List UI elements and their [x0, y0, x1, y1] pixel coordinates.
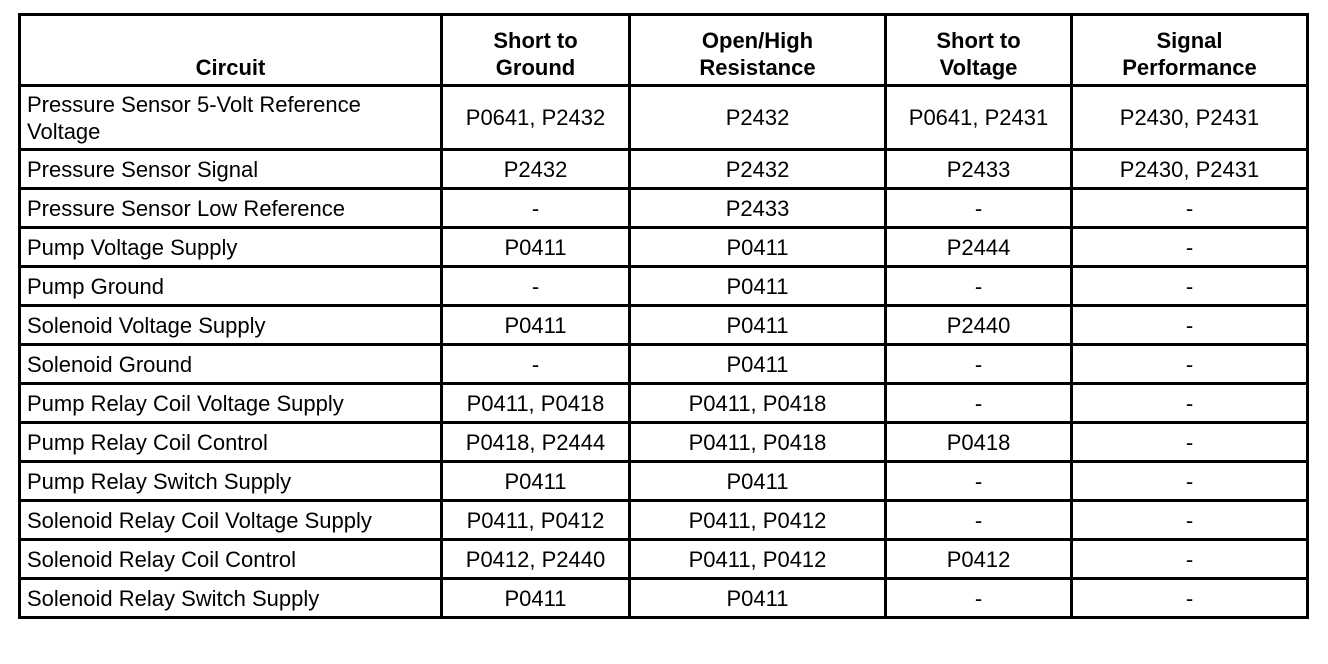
header-short-to-ground-line-2: Ground: [495, 55, 576, 80]
header-short-to-voltage: [886, 15, 1072, 86]
signal-performance-cell: -: [1072, 579, 1308, 618]
header-short-to-voltage-line-1: Short to: [936, 28, 1021, 53]
short-to-ground-cell: -: [442, 189, 630, 228]
short-to-voltage-cell: P0412: [886, 540, 1072, 579]
table-row: [20, 150, 1308, 189]
short-to-ground-cell: P0411: [442, 462, 630, 501]
circuit-cell: Pump Relay Switch Supply: [20, 462, 442, 501]
header-circuit-label: Circuit: [195, 55, 266, 80]
open-high-resistance-cell: P0411: [630, 345, 886, 384]
table-row: [20, 384, 1308, 423]
header-circuit: [20, 15, 442, 86]
short-to-ground-cell: P0412, P2440: [442, 540, 630, 579]
table-row: [20, 189, 1308, 228]
circuit-cell: Pump Relay Coil Voltage Supply: [20, 384, 442, 423]
signal-performance-cell: P2430, P2431: [1072, 150, 1308, 189]
short-to-ground-cell: P0418, P2444: [442, 423, 630, 462]
open-high-resistance-cell: P0411: [630, 267, 886, 306]
circuit-cell: Solenoid Relay Switch Supply: [20, 579, 442, 618]
circuit-cell: Solenoid Voltage Supply: [20, 306, 442, 345]
open-high-resistance-cell: P2433: [630, 189, 886, 228]
open-high-resistance-cell: P0411: [630, 462, 886, 501]
circuit-cell: Solenoid Relay Coil Voltage Supply: [20, 501, 442, 540]
header-open-high-resistance: [630, 15, 886, 86]
short-to-voltage-cell: P2433: [886, 150, 1072, 189]
table-row: [20, 423, 1308, 462]
circuit-cell: Pressure Sensor Low Reference: [20, 189, 442, 228]
circuit-cell: Solenoid Ground: [20, 345, 442, 384]
header-short-to-voltage-line-2: Voltage: [939, 55, 1018, 80]
short-to-voltage-cell: -: [886, 267, 1072, 306]
table-row: [20, 267, 1308, 306]
open-high-resistance-cell: P0411, P0412: [630, 501, 886, 540]
short-to-ground-cell: P0411, P0412: [442, 501, 630, 540]
table-row: [20, 540, 1308, 579]
table-body: [20, 86, 1308, 618]
header-row: [20, 15, 1308, 86]
table-header: [20, 15, 1308, 86]
open-high-resistance-cell: P2432: [630, 86, 886, 150]
header-signal-performance: [1072, 15, 1308, 86]
short-to-voltage-cell: P2444: [886, 228, 1072, 267]
circuit-cell: Pump Voltage Supply: [20, 228, 442, 267]
open-high-resistance-cell: P0411: [630, 306, 886, 345]
header-signal-performance-line-2: Performance: [1122, 55, 1257, 80]
short-to-voltage-cell: -: [886, 579, 1072, 618]
table-row: [20, 306, 1308, 345]
short-to-ground-cell: P0411: [442, 579, 630, 618]
short-to-ground-cell: P0411: [442, 228, 630, 267]
open-high-resistance-cell: P0411, P0418: [630, 384, 886, 423]
signal-performance-cell: -: [1072, 306, 1308, 345]
signal-performance-cell: -: [1072, 540, 1308, 579]
header-open-high-resistance-line-2: Resistance: [699, 55, 816, 80]
signal-performance-cell: P2430, P2431: [1072, 86, 1308, 150]
open-high-resistance-cell: P0411, P0412: [630, 540, 886, 579]
short-to-ground-cell: P2432: [442, 150, 630, 189]
table-row: [20, 462, 1308, 501]
table-row: [20, 86, 1308, 150]
short-to-voltage-cell: P0418: [886, 423, 1072, 462]
short-to-voltage-cell: -: [886, 501, 1072, 540]
signal-performance-cell: -: [1072, 423, 1308, 462]
signal-performance-cell: -: [1072, 189, 1308, 228]
table-row: [20, 579, 1308, 618]
table-row: [20, 345, 1308, 384]
open-high-resistance-cell: P0411: [630, 579, 886, 618]
circuit-cell: Solenoid Relay Coil Control: [20, 540, 442, 579]
circuit-cell: Pressure Sensor 5-Volt Reference Voltage: [20, 86, 442, 150]
short-to-ground-cell: -: [442, 345, 630, 384]
circuit-cell: Pump Relay Coil Control: [20, 423, 442, 462]
circuit-dtc-table: [18, 13, 1309, 619]
signal-performance-cell: -: [1072, 228, 1308, 267]
short-to-ground-cell: -: [442, 267, 630, 306]
short-to-voltage-cell: -: [886, 345, 1072, 384]
circuit-cell: Pump Ground: [20, 267, 442, 306]
short-to-voltage-cell: P2440: [886, 306, 1072, 345]
signal-performance-cell: -: [1072, 501, 1308, 540]
open-high-resistance-cell: P0411: [630, 228, 886, 267]
header-short-to-ground-line-1: Short to: [493, 28, 578, 53]
header-signal-performance-line-1: Signal: [1156, 28, 1223, 53]
table-row: [20, 228, 1308, 267]
header-short-to-ground: [442, 15, 630, 86]
short-to-voltage-cell: -: [886, 384, 1072, 423]
header-open-high-resistance-line-1: Open/High: [701, 28, 814, 53]
short-to-ground-cell: P0411, P0418: [442, 384, 630, 423]
signal-performance-cell: -: [1072, 345, 1308, 384]
signal-performance-cell: -: [1072, 462, 1308, 501]
signal-performance-cell: -: [1072, 267, 1308, 306]
short-to-voltage-cell: P0641, P2431: [886, 86, 1072, 150]
table-row: [20, 501, 1308, 540]
open-high-resistance-cell: P2432: [630, 150, 886, 189]
short-to-ground-cell: P0411: [442, 306, 630, 345]
open-high-resistance-cell: P0411, P0418: [630, 423, 886, 462]
short-to-voltage-cell: -: [886, 462, 1072, 501]
signal-performance-cell: -: [1072, 384, 1308, 423]
short-to-ground-cell: P0641, P2432: [442, 86, 630, 150]
circuit-cell: Pressure Sensor Signal: [20, 150, 442, 189]
short-to-voltage-cell: -: [886, 189, 1072, 228]
